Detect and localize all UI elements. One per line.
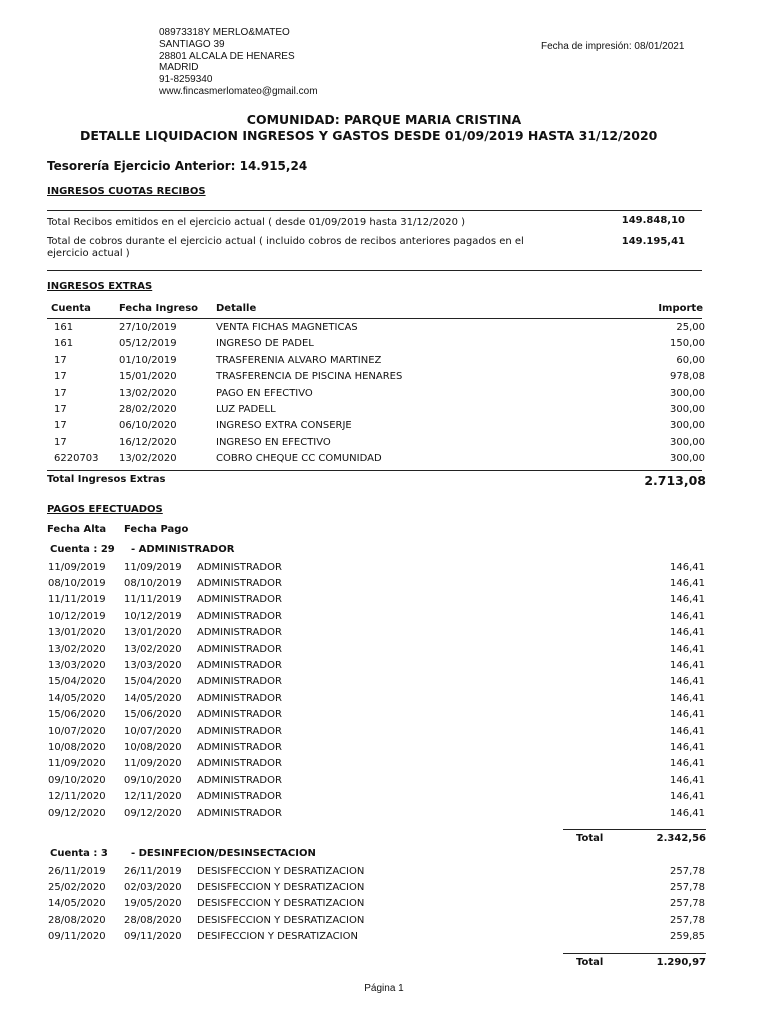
fecha-pago-cell: 02/03/2020 (124, 881, 182, 893)
importe-cell: 146,41 (670, 725, 705, 737)
importe-cell: 146,41 (670, 594, 705, 606)
fecha-cell: 06/10/2020 (119, 420, 177, 432)
fecha-cell: 13/02/2020 (119, 387, 177, 399)
table-row (0, 709, 768, 725)
sender-line: 28801 ALCALA DE HENARES (159, 50, 295, 62)
sender-line: MADRID (159, 62, 199, 74)
detalle-cell: ADMINISTRADOR (197, 807, 282, 819)
detalle-cell: ADMINISTRADOR (197, 659, 282, 671)
table-row (0, 371, 768, 387)
detalle-cell: DESIFECCION Y DESRATIZACION (197, 931, 358, 943)
fecha-cell: 01/10/2019 (119, 354, 177, 366)
importe-cell: 146,41 (670, 659, 705, 671)
detalle-cell: ADMINISTRADOR (197, 594, 282, 606)
emitidos-value: 149.848,10 (621, 215, 685, 226)
col-fecha-ingreso: Fecha Ingreso (119, 303, 199, 314)
detalle-cell: ADMINISTRADOR (197, 643, 282, 655)
fecha-alta-cell: 25/02/2020 (48, 881, 106, 893)
importe-cell: 257,78 (670, 865, 705, 877)
extras-header-row (0, 303, 768, 319)
fecha-pago-cell: 28/08/2020 (124, 914, 182, 926)
importe-cell: 257,78 (670, 898, 705, 910)
table-row (0, 791, 768, 807)
divider (47, 270, 702, 271)
table-row (0, 338, 768, 354)
fecha-pago-cell: 10/08/2020 (124, 741, 182, 753)
table-row (0, 726, 768, 742)
fecha-pago-cell: 19/05/2020 (124, 898, 182, 910)
page-number: Página 1 (364, 983, 404, 994)
detalle-cell: VENTA FICHAS MAGNETICAS (216, 322, 358, 333)
pagos-heading: PAGOS EFECTUADOS (47, 504, 163, 515)
importe-cell: 146,41 (670, 709, 705, 721)
fecha-pago-cell: 09/12/2020 (124, 807, 182, 819)
fecha-pago-cell: 10/07/2020 (124, 725, 182, 737)
detalle-cell: ADMINISTRADOR (197, 692, 282, 704)
table-row (0, 693, 768, 709)
cuenta-cell: 17 (54, 436, 67, 448)
cuenta-name: - DESINFECION/DESINSECTACION (131, 848, 316, 859)
detalle-cell: ADMINISTRADOR (197, 577, 282, 589)
fecha-alta-cell: 14/05/2020 (48, 692, 106, 704)
importe-cell: 146,41 (670, 577, 705, 589)
fecha-cell: 28/02/2020 (119, 404, 177, 415)
table-row (0, 562, 768, 578)
extras-total-label: Total Ingresos Extras (47, 474, 166, 485)
fecha-cell: 16/12/2020 (119, 436, 177, 448)
importe-cell: 978,08 (670, 371, 705, 383)
table-row (0, 627, 768, 643)
divider (47, 210, 702, 211)
col-fecha-alta: Fecha Alta (47, 524, 107, 535)
table-row (0, 915, 768, 931)
detalle-cell: INGRESO EN EFECTIVO (216, 436, 331, 448)
importe-cell: 146,41 (670, 758, 705, 770)
importe-cell: 300,00 (670, 436, 705, 448)
cobros-label-cont: ejercicio actual ) (47, 248, 130, 259)
importe-cell: 257,78 (670, 881, 705, 893)
fecha-alta-cell: 13/03/2020 (48, 659, 106, 671)
sender-line: 91-8259340 (159, 74, 213, 86)
table-row (0, 437, 768, 453)
fecha-cell: 27/10/2019 (119, 322, 177, 333)
fecha-pago-cell: 13/02/2020 (124, 643, 182, 655)
detalle-cell: DESISFECCION Y DESRATIZACION (197, 865, 365, 877)
importe-cell: 25,00 (676, 322, 705, 333)
detalle-cell: ADMINISTRADOR (197, 561, 282, 573)
detalle-cell: LUZ PADELL (216, 404, 276, 415)
table-row (0, 660, 768, 676)
print-date: Fecha de impresión: 08/01/2021 (541, 41, 685, 52)
cuenta-header (0, 544, 768, 560)
fecha-alta-cell: 15/04/2020 (48, 676, 106, 688)
detalle-cell: ADMINISTRADOR (197, 676, 282, 688)
detalle-cell: DESISFECCION Y DESRATIZACION (197, 914, 365, 926)
importe-cell: 60,00 (676, 354, 705, 366)
fecha-alta-cell: 28/08/2020 (48, 914, 106, 926)
sender-address (159, 27, 318, 98)
table-row (0, 644, 768, 660)
detalle-cell: COBRO CHEQUE CC COMUNIDAD (216, 453, 382, 465)
table-row (0, 611, 768, 627)
report-title: DETALLE LIQUIDACION INGRESOS Y GASTOS DESDE 01/09/2019 HASTA 31/12/2020 (80, 128, 658, 143)
table-row (0, 866, 768, 882)
importe-cell: 300,00 (670, 387, 705, 399)
detalle-cell: ADMINISTRADOR (197, 709, 282, 721)
fecha-alta-cell: 08/10/2019 (48, 577, 106, 589)
total-value: 2.342,56 (656, 832, 706, 844)
table-row (0, 808, 768, 824)
fecha-alta-cell: 11/11/2019 (48, 594, 106, 606)
fecha-alta-cell: 10/07/2020 (48, 725, 106, 737)
importe-cell: 146,41 (670, 627, 705, 639)
table-row (0, 404, 768, 420)
fecha-pago-cell: 26/11/2019 (124, 865, 182, 877)
cuenta-label: Cuenta : 29 (50, 544, 115, 555)
cuotas-heading: INGRESOS CUOTAS RECIBOS (47, 186, 206, 197)
cuenta-cell: 17 (54, 371, 67, 383)
divider (47, 318, 702, 319)
fecha-alta-cell: 14/05/2020 (48, 898, 106, 910)
group-total (0, 833, 768, 849)
divider (47, 470, 702, 471)
total-label: Total (576, 832, 604, 844)
detalle-cell: ADMINISTRADOR (197, 791, 282, 803)
fecha-alta-cell: 09/12/2020 (48, 807, 106, 819)
table-row (0, 578, 768, 594)
fecha-pago-cell: 13/03/2020 (124, 659, 182, 671)
fecha-alta-cell: 11/09/2020 (48, 758, 106, 770)
detalle-cell: PAGO EN EFECTIVO (216, 387, 313, 399)
fecha-pago-cell: 11/09/2019 (124, 561, 182, 573)
cobros-label: Total de cobros durante el ejercicio actual ( incluido cobros de recibos anteriores pagados en el (47, 236, 524, 247)
table-row (0, 676, 768, 692)
fecha-alta-cell: 26/11/2019 (48, 865, 106, 877)
cuenta-cell: 6220703 (54, 453, 99, 465)
importe-cell: 146,41 (670, 791, 705, 803)
fecha-pago-cell: 12/11/2020 (124, 791, 182, 803)
detalle-cell: TRASFERENIA ALVARO MARTINEZ (216, 354, 382, 366)
fecha-alta-cell: 10/08/2020 (48, 741, 106, 753)
importe-cell: 300,00 (670, 453, 705, 465)
detalle-cell: ADMINISTRADOR (197, 774, 282, 786)
table-row (0, 453, 768, 469)
total-label: Total (576, 956, 604, 968)
cuenta-label: Cuenta : 3 (50, 848, 108, 859)
table-row (0, 420, 768, 436)
detalle-cell: ADMINISTRADOR (197, 741, 282, 753)
detalle-cell: ADMINISTRADOR (197, 758, 282, 770)
importe-cell: 146,41 (670, 643, 705, 655)
importe-cell: 150,00 (670, 338, 705, 350)
sender-line: 08973318Y MERLO&MATEO (159, 27, 290, 38)
cuenta-cell: 161 (54, 338, 74, 350)
table-row (0, 931, 768, 947)
table-row (0, 898, 768, 914)
detalle-cell: DESISFECCION Y DESRATIZACION (197, 881, 365, 893)
previous-treasury: Tesorería Ejercicio Anterior: 14.915,24 (47, 159, 308, 173)
importe-cell: 146,41 (670, 561, 705, 573)
fecha-cell: 15/01/2020 (119, 371, 177, 383)
cuenta-cell: 17 (54, 420, 67, 432)
fecha-alta-cell: 15/06/2020 (48, 709, 106, 721)
importe-cell: 146,41 (670, 676, 705, 688)
table-row (0, 758, 768, 774)
fecha-pago-cell: 08/10/2019 (124, 577, 182, 589)
community-title: COMUNIDAD: PARQUE MARIA CRISTINA (246, 112, 522, 127)
importe-cell: 146,41 (670, 807, 705, 819)
col-importe: Importe (658, 303, 703, 314)
col-cuenta: Cuenta (51, 303, 91, 314)
cuenta-cell: 161 (54, 322, 74, 333)
cuenta-name: - ADMINISTRADOR (131, 544, 235, 555)
detalle-cell: TRASFERENCIA DE PISCINA HENARES (216, 371, 403, 383)
importe-cell: 146,41 (670, 774, 705, 786)
detalle-cell: INGRESO EXTRA CONSERJE (216, 420, 352, 432)
importe-cell: 146,41 (670, 692, 705, 704)
col-fecha-pago: Fecha Pago (124, 524, 189, 535)
sender-line: SANTIAGO 39 (159, 38, 225, 50)
extras-total-value: 2.713,08 (644, 473, 706, 488)
total-divider (563, 953, 706, 954)
table-row (0, 775, 768, 791)
fecha-alta-cell: 13/01/2020 (48, 627, 106, 639)
importe-cell: 146,41 (670, 610, 705, 622)
sender-line: www.fincasmerlomateo@gmail.com (159, 85, 318, 97)
table-row (0, 388, 768, 404)
fecha-alta-cell: 09/11/2020 (48, 931, 106, 943)
detalle-cell: INGRESO DE PADEL (216, 338, 314, 350)
fecha-pago-cell: 09/11/2020 (124, 931, 182, 943)
extras-heading: INGRESOS EXTRAS (47, 281, 153, 292)
group-total (0, 957, 768, 973)
cuenta-header (0, 848, 768, 864)
fecha-alta-cell: 13/02/2020 (48, 643, 106, 655)
total-divider (563, 829, 706, 830)
cuenta-cell: 17 (54, 387, 67, 399)
importe-cell: 257,78 (670, 914, 705, 926)
table-row (0, 322, 768, 338)
table-row (0, 594, 768, 610)
fecha-pago-cell: 14/05/2020 (124, 692, 182, 704)
fecha-alta-cell: 09/10/2020 (48, 774, 106, 786)
detalle-cell: ADMINISTRADOR (197, 610, 282, 622)
fecha-alta-cell: 11/09/2019 (48, 561, 106, 573)
detalle-cell: ADMINISTRADOR (197, 627, 282, 639)
detalle-cell: DESISFECCION Y DESRATIZACION (197, 898, 365, 910)
col-detalle: Detalle (216, 303, 257, 314)
cuenta-cell: 17 (54, 354, 67, 366)
fecha-pago-cell: 11/11/2019 (124, 594, 182, 606)
fecha-pago-cell: 15/06/2020 (124, 709, 182, 721)
fecha-pago-cell: 13/01/2020 (124, 627, 182, 639)
fecha-alta-cell: 10/12/2019 (48, 610, 106, 622)
table-row (0, 742, 768, 758)
fecha-pago-cell: 09/10/2020 (124, 774, 182, 786)
fecha-cell: 05/12/2019 (119, 338, 177, 350)
importe-cell: 300,00 (670, 404, 705, 415)
fecha-alta-cell: 12/11/2020 (48, 791, 106, 803)
fecha-pago-cell: 15/04/2020 (124, 676, 182, 688)
emitidos-label: Total Recibos emitidos en el ejercicio actual ( desde 01/09/2019 hasta 31/12/2020 ) (47, 217, 466, 228)
importe-cell: 146,41 (670, 741, 705, 753)
table-row (0, 355, 768, 371)
importe-cell: 300,00 (670, 420, 705, 432)
total-value: 1.290,97 (656, 956, 706, 968)
fecha-pago-cell: 10/12/2019 (124, 610, 182, 622)
importe-cell: 259,85 (670, 931, 705, 943)
cuenta-cell: 17 (54, 404, 67, 415)
fecha-cell: 13/02/2020 (119, 453, 177, 465)
cobros-value: 149.195,41 (621, 236, 685, 247)
detalle-cell: ADMINISTRADOR (197, 725, 282, 737)
table-row (0, 882, 768, 898)
fecha-pago-cell: 11/09/2020 (124, 758, 182, 770)
